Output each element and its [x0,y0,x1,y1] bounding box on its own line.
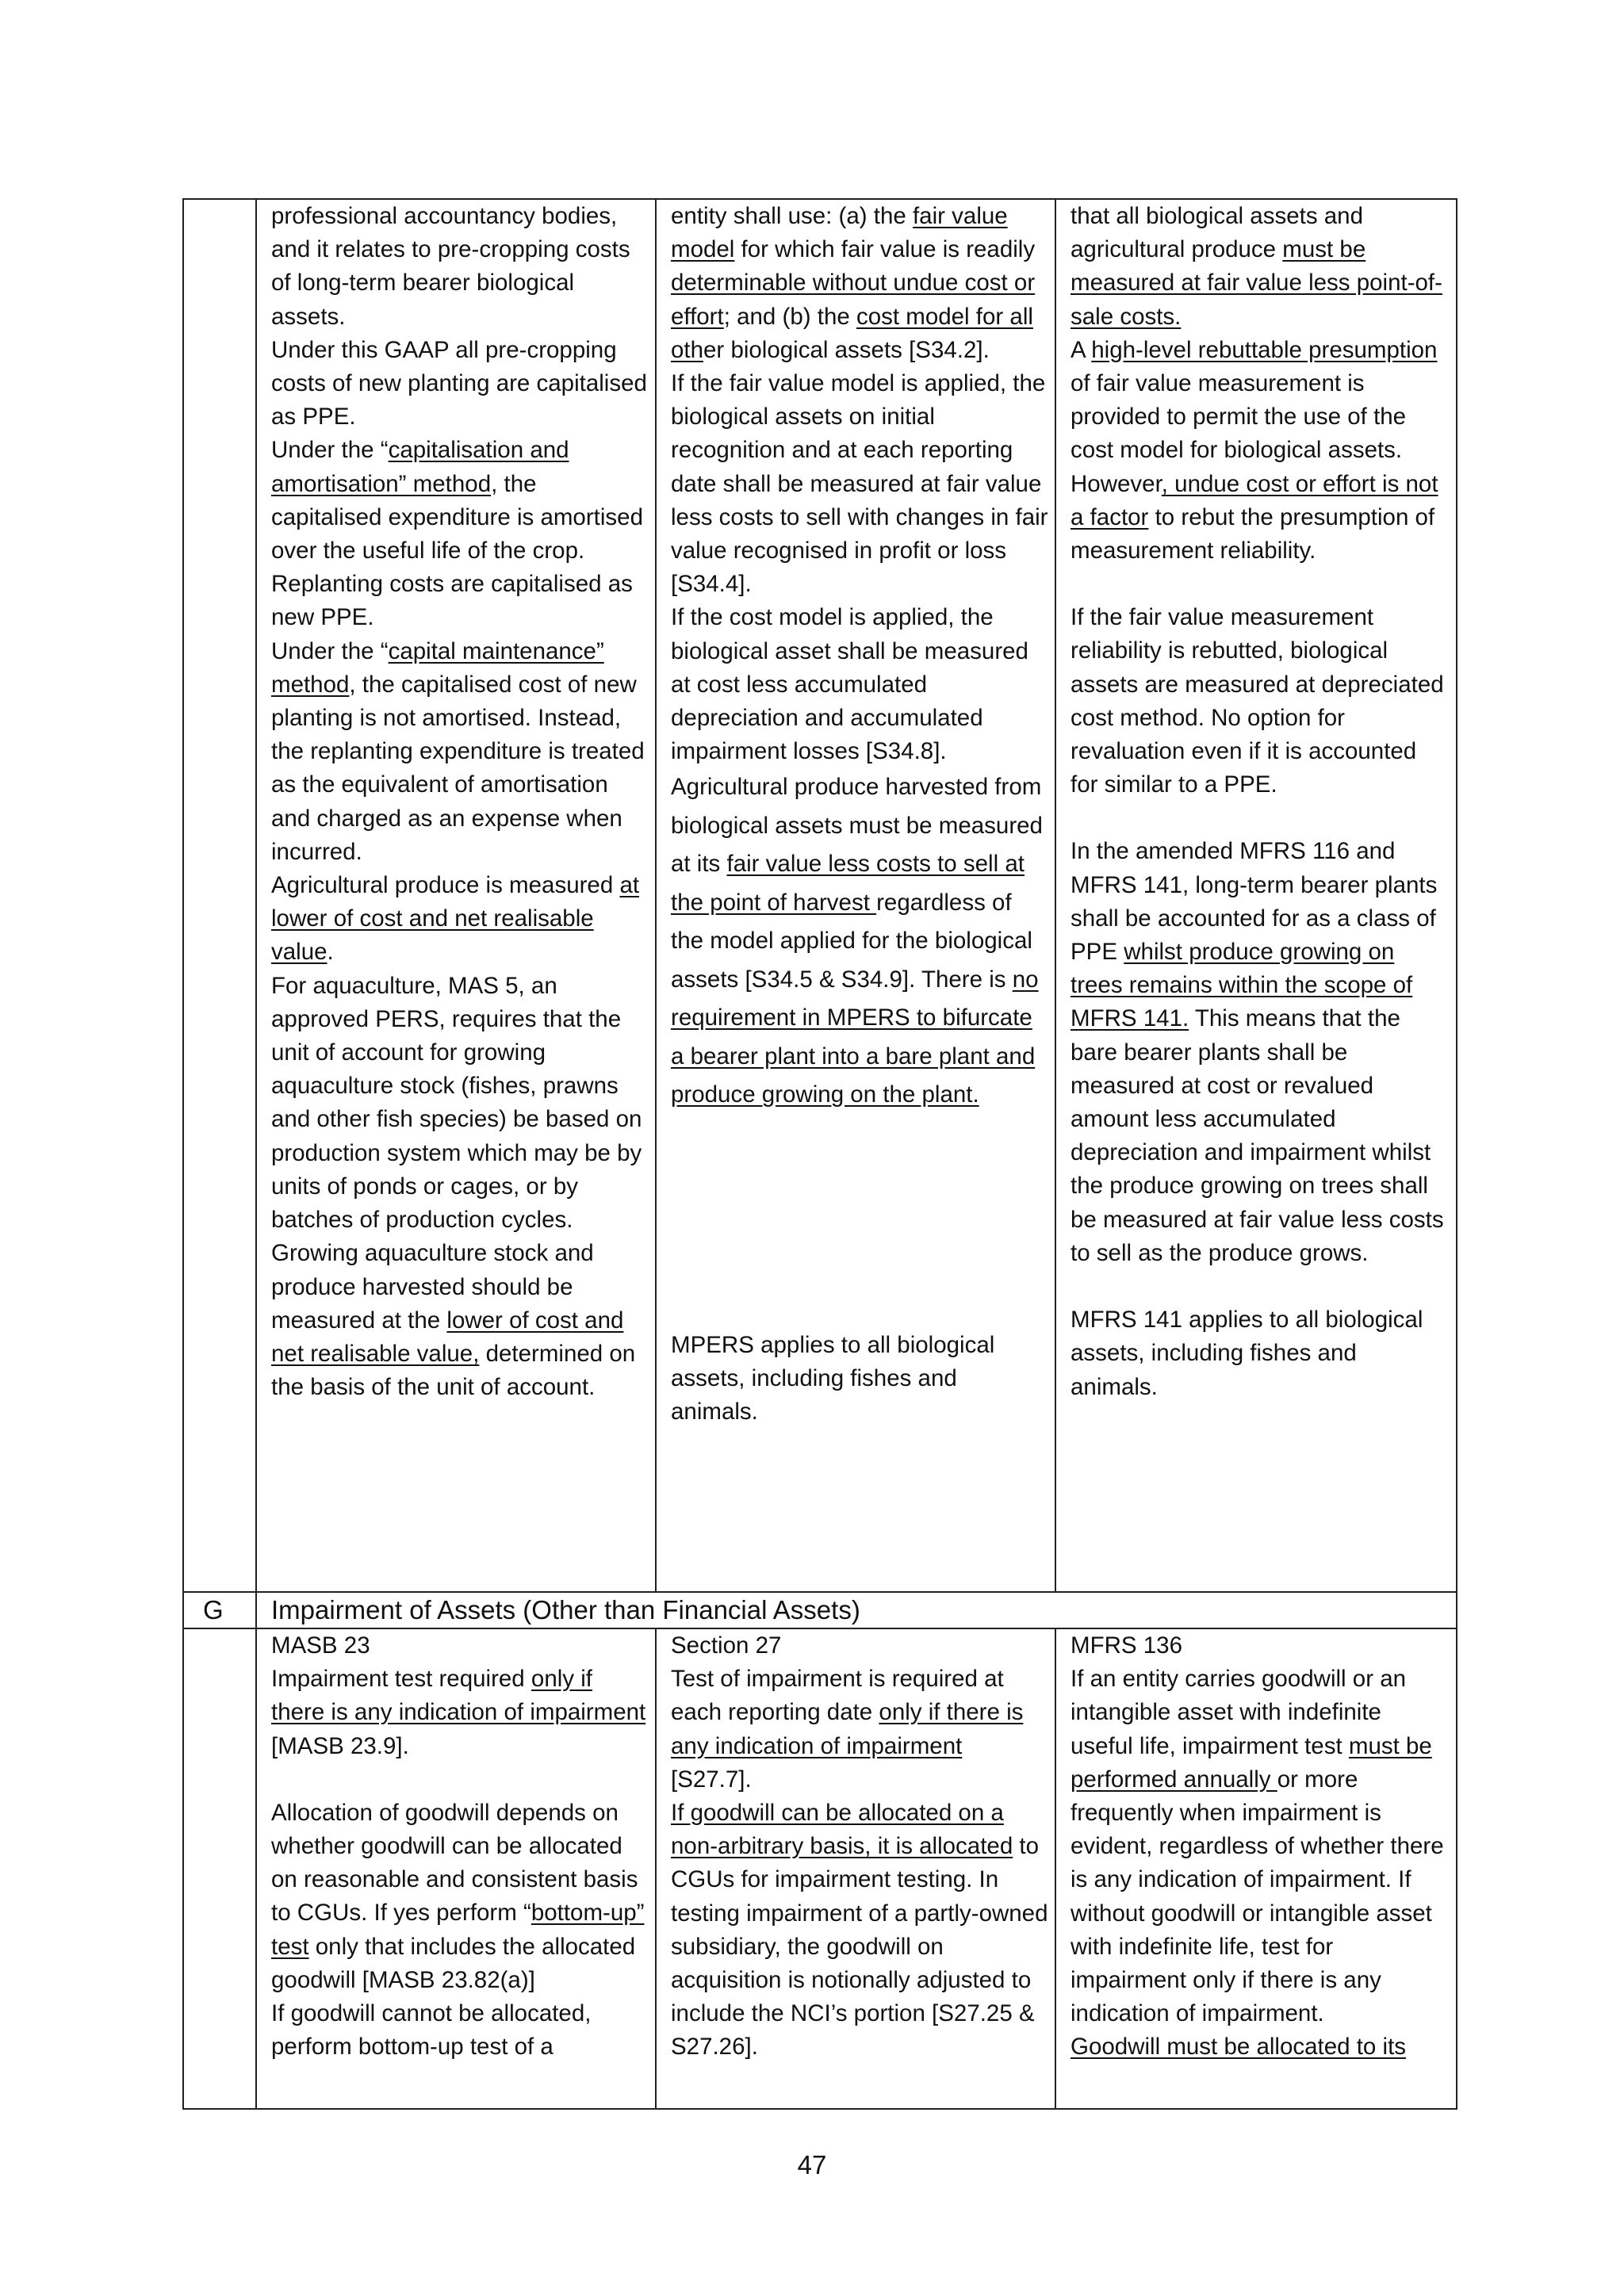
paragraph: Agricultural produce is measured at lower of cost and net realisable value. [271,872,640,966]
mpers-cell-impairment [656,1628,1055,2109]
mpers-cell-biological [656,199,1055,1592]
paragraph: MFRS 141 applies to all biological assets, including fishes and animals. [1071,1307,1423,1400]
paragraph: entity shall use: (a) the fair value model for which fair value is readily determinable without undue cost or effort; and (b) the cost model for all other biological assets [S34.2]. [671,203,1036,363]
paragraph: Allocation of goodwill depends on whether goodwill can be allocated on reasonable and consistent basis to CGUs. If yes perform “bottom-up” test only that includes the allocated goodwill [MASB 23.82(a)] [271,1799,645,1993]
paragraph: Test of impairment is required at each reporting date only if there is any indication of impairment [S27.7]. [671,1666,1024,1793]
paragraph: Impairment test required only if there is any indication of impairment [MASB 23.9]. [271,1666,646,1759]
section-header-row [183,1592,1457,1628]
paragraph: If goodwill can be allocated on a non-arbitrary basis, it is allocated to CGUs for impairment testing. In testing impairment of a partly-owned subsidiary, the goodwill on acquisition is notionally adjusted to include the NCI’s portion [S27.25 & S27.26]. [671,1800,1048,2061]
mfrs-cell-biological [1055,199,1457,1592]
standard-reference: MFRS 136 [1071,1632,1182,1659]
paragraph: Agricultural produce harvested from biological assets must be measured at its fair value less costs to sell at the point of harvest regardless of the model applied for the biological assets [S34.5 & S34.9]. There is no requirement in MPERS to bifurcate a bearer plant into a bare plant and produce growing on the plant. [671,774,1043,1108]
comparison-table [182,198,1457,2110]
gaap-cell-impairment [256,1628,656,2109]
standard-reference: Section 27 [671,1632,782,1659]
paragraph: A high-level rebuttable presumption of fair value measurement is provided to permit the use of the cost model for biological assets. However, undue cost or effort is not a factor to rebut the presumption of measurement reliability. [1071,336,1438,564]
paragraph: Growing aquaculture stock and produce harvested should be measured at the lower of cost and net realisable value, determined on the basis of the unit of account. [271,1240,636,1401]
section-letter: G [183,1592,256,1628]
mfrs-cell-impairment [1055,1628,1457,2109]
paragraph: In the amended MFRS 116 and MFRS 141, long-term bearer plants shall be accounted for as a class of PPE whilst produce growing on trees remains within the scope of MFRS 141. This means that the bare bearer plants shall be measured at cost or revalued amount less accumulated depreciation and impairment whilst the produce growing on trees shall be measured at fair value less costs to sell as the produce grows. [1071,838,1444,1266]
gaap-cell-biological [256,199,656,1592]
paragraph: If goodwill cannot be allocated, perform bottom-up test of a [271,2000,592,2061]
standard-reference: MASB 23 [271,1632,370,1659]
paragraph: If the cost model is applied, the biological asset shall be measured at cost less accumulated depreciation and accumulated impairment losses [S34.8]. [671,604,1028,765]
paragraph: Goodwill must be allocated to its [1071,2034,1407,2061]
paragraph: For aquaculture, MAS 5, an approved PERS, requires that the unit of account for growing aquaculture stock (fishes, prawns and other fish species) be based on production system which may be by units of ponds or cages, or by batches of production cycles. [271,972,642,1234]
paragraph: professional accountancy bodies, and it relates to pre-cropping costs of long-term bearer biological assets. [271,203,630,330]
section-title: Impairment of Assets (Other than Financial Assets) [256,1592,1457,1628]
section-letter-cell [183,199,256,1592]
paragraph: MPERS applies to all biological assets, including fishes and animals. [671,1331,995,1425]
paragraph: If the fair value model is applied, the biological assets on initial recognition and at each reporting date shall be measured at fair value less costs to sell with changes in fair value recognised in profit or loss [S34.4]. [671,370,1048,598]
paragraph: If the fair value measurement reliability is rebutted, biological assets are measured at depreciated cost method. No option for revaluation even if it is accounted for similar to a PPE. [1071,604,1444,798]
paragraph: Under the “capitalisation and amortisation” method, the capitalised expenditure is amortised over the useful life of the crop. Replanting costs are capitalised as new PPE. [271,437,643,631]
table-row-f-continued [183,199,1457,1592]
paragraph: Under the “capital maintenance” method, the capitalised cost of new planting is not amortised. Instead, the replanting expenditure is treated as the equivalent of amortisation and charged as an expense when incurred. [271,637,645,865]
paragraph: If an entity carries goodwill or an intangible asset with indefinite useful life, impairment test must be performed annually or more frequently when impairment is evident, regardless of whether there is any indication of impairment. If without goodwill or intangible asset with indefinite life, test for impairment only if there is any indication of impairment. [1071,1666,1444,2027]
paragraph: Under this GAAP all pre-cropping costs of new planting are capitalised as PPE. [271,336,647,430]
section-letter-cell [183,1628,256,2109]
page-number: 47 [797,2150,827,2179]
table-row-g [183,1628,1457,2109]
paragraph: that all biological assets and agricultural produce must be measured at fair value less point-of-sale costs. [1071,203,1442,330]
